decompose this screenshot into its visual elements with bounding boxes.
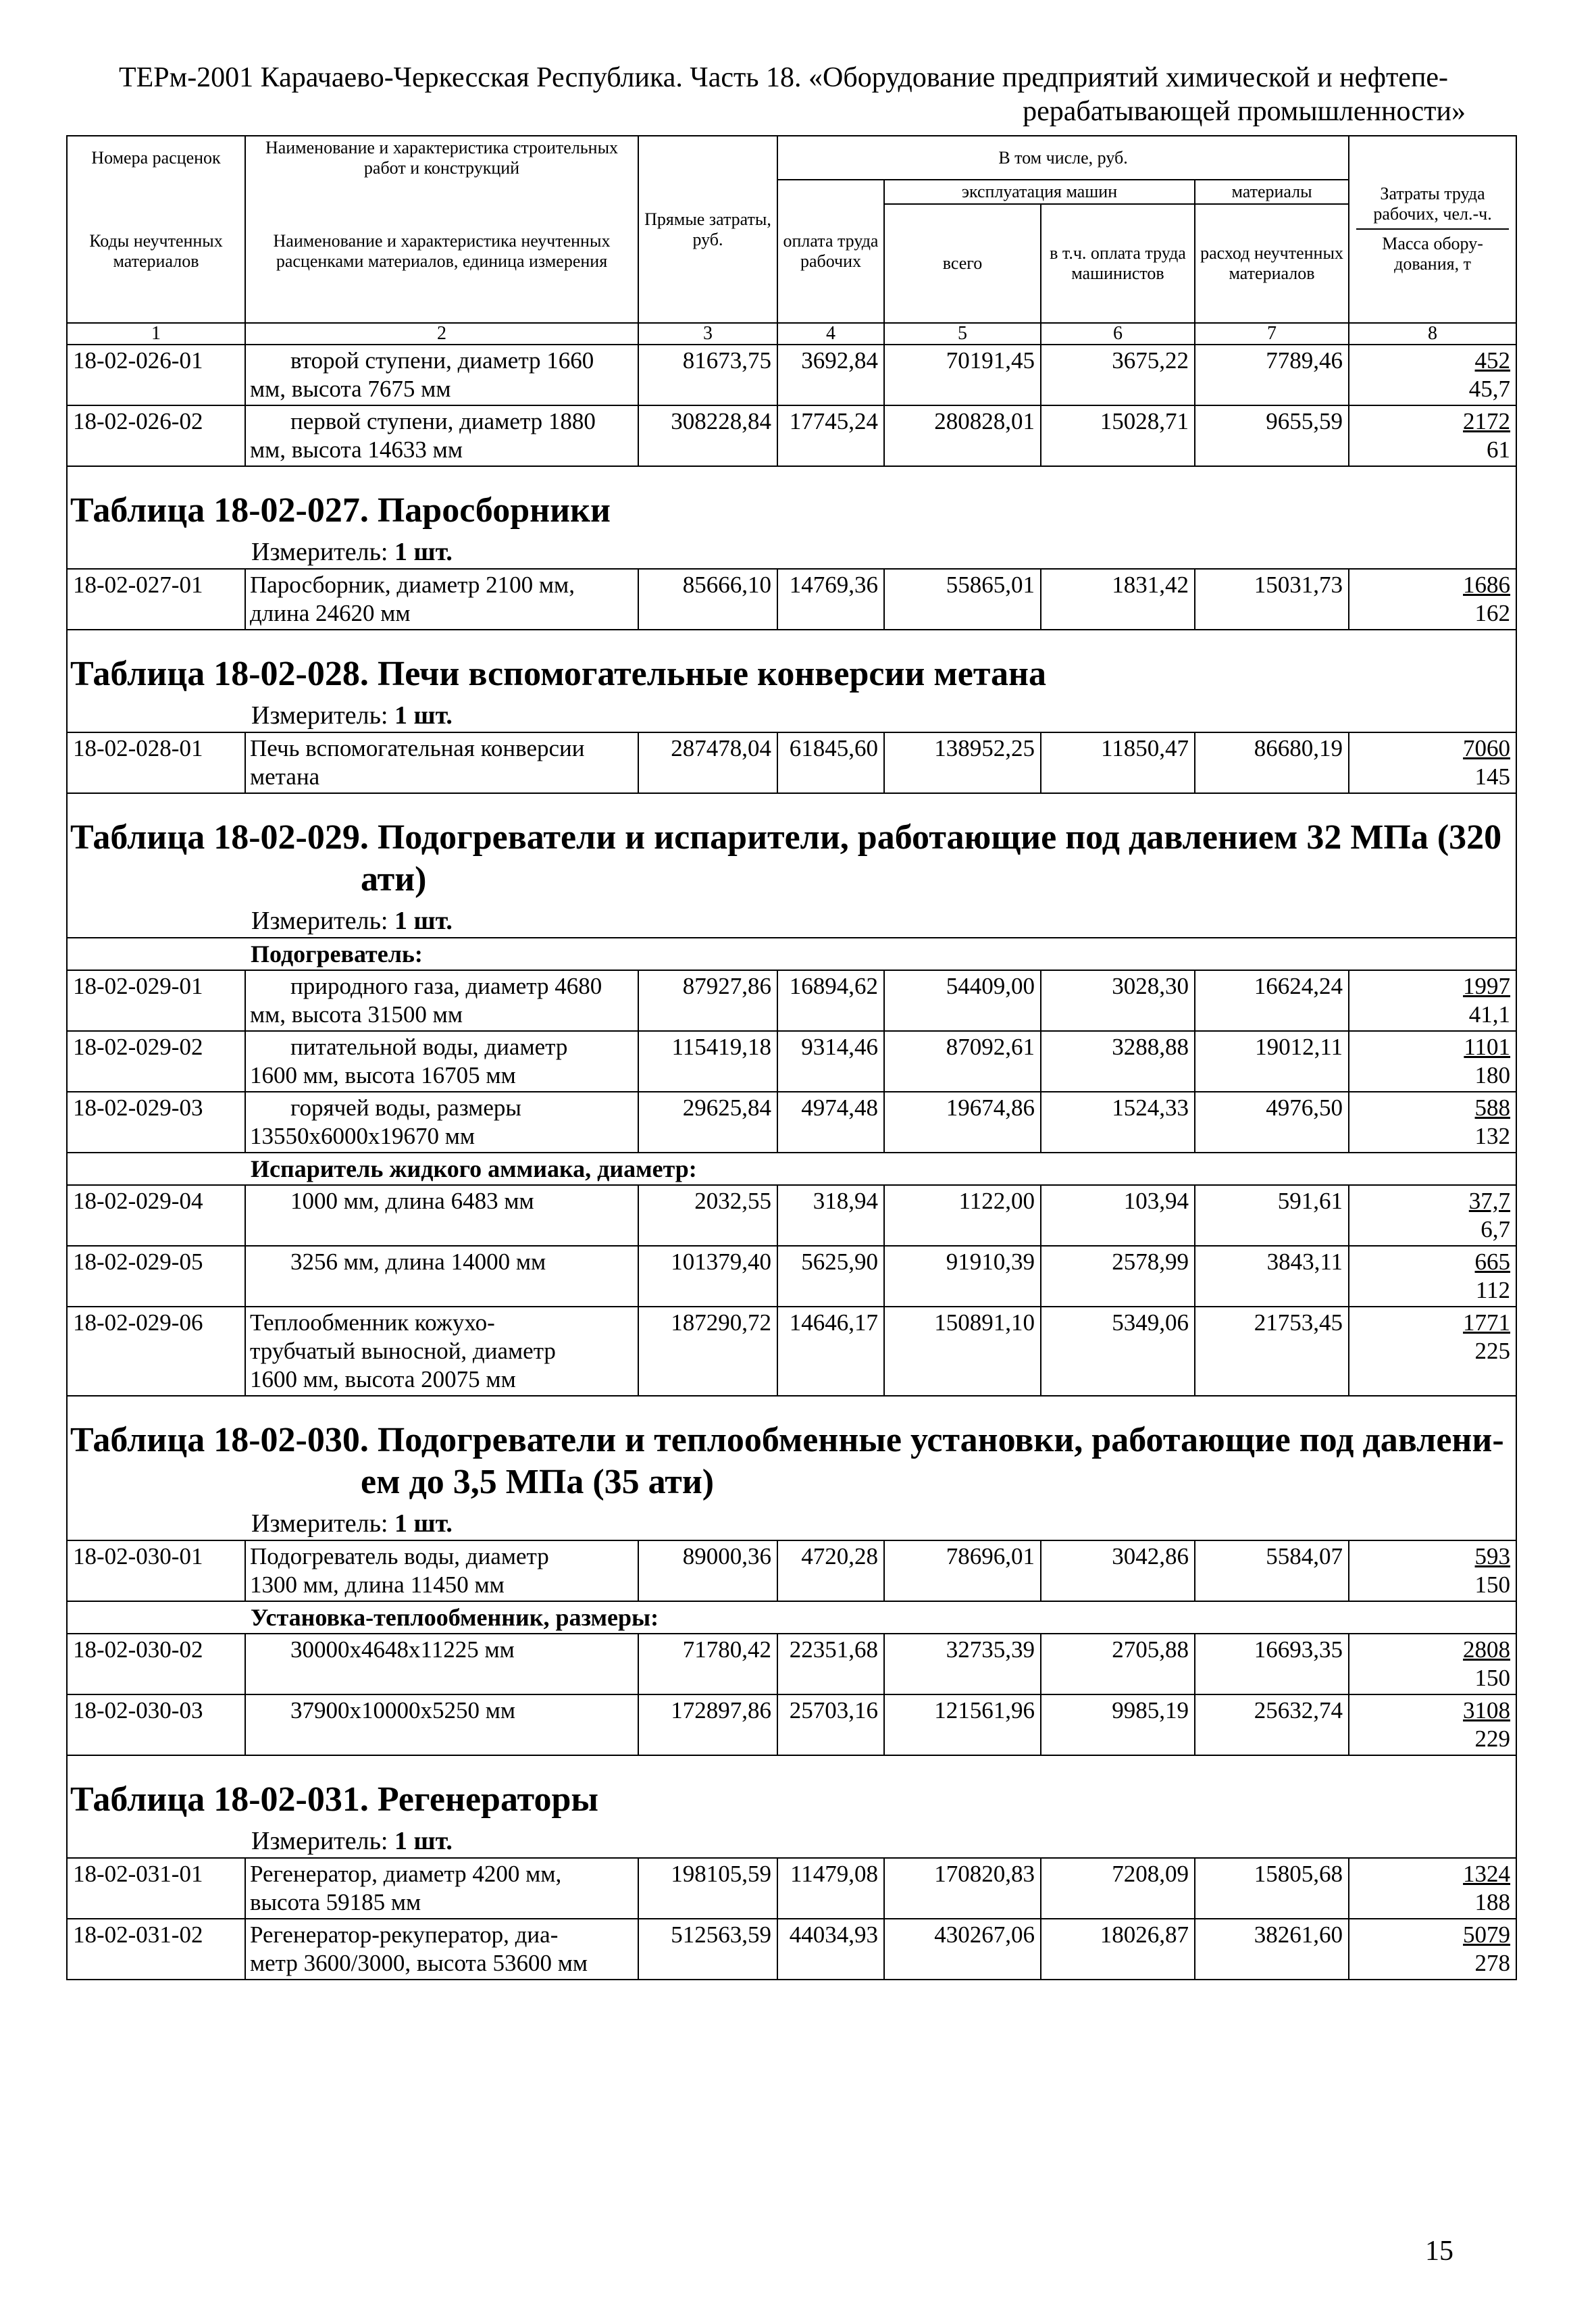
machinist-pay: 3288,88 [1041, 1031, 1195, 1092]
machines-total: 70191,45 [884, 345, 1041, 405]
col-mass-header: Масса обору- дования, т [1382, 233, 1483, 274]
page-number: 15 [1425, 2236, 1453, 2267]
labor-hours: 1101 [1464, 1034, 1511, 1060]
direct-cost: 29625,84 [638, 1092, 777, 1153]
materials-usage: 86680,19 [1195, 732, 1349, 793]
rate-name: Регенератор-рекуператор, диа- метр 3600/3000, высота 53600 мм [245, 1919, 638, 1980]
labor-mass-cell [1349, 1092, 1516, 1153]
col-rate-number-header: Номера расценок [67, 136, 245, 180]
direct-cost: 172897,86 [638, 1694, 777, 1755]
labor-mass-cell [1349, 1307, 1516, 1396]
col-machinist-pay-header: в т.ч. оплата труда машинистов [1041, 204, 1195, 323]
col-group-machines: эксплуатация машин [884, 180, 1195, 204]
labor-mass-cell [1349, 345, 1516, 405]
rate-code: 18-02-029-05 [67, 1246, 245, 1307]
table-body [67, 345, 1516, 1980]
col-index-2: 2 [245, 323, 638, 345]
table-row [67, 1092, 1516, 1153]
labor-pay: 61845,60 [777, 732, 884, 793]
labor-hours: 665 [1474, 1249, 1511, 1275]
labor-hours: 5079 [1463, 1921, 1511, 1948]
labor-hours: 2808 [1463, 1636, 1511, 1663]
labor-mass-cell [1349, 1858, 1516, 1919]
machines-total: 170820,83 [884, 1858, 1041, 1919]
materials-usage: 591,61 [1195, 1185, 1349, 1246]
unit-028: Измеритель: 1 шт. [67, 699, 1516, 732]
labor-mass-cell [1349, 970, 1516, 1031]
materials-usage: 5584,07 [1195, 1540, 1349, 1601]
equipment-mass: 162 [1474, 600, 1511, 626]
col-labor-hours-header: Затраты труда рабочих, чел.-ч. [1373, 183, 1492, 224]
equipment-mass: 278 [1474, 1950, 1511, 1976]
page-header [101, 61, 1466, 128]
rate-code: 18-02-029-06 [67, 1307, 245, 1396]
equipment-mass: 45,7 [1468, 376, 1511, 402]
rate-name: Регенератор, диаметр 4200 мм, высота 59185 мм [245, 1858, 638, 1919]
rate-name: первой ступени, диаметр 1880 мм, высота 14633 мм [245, 405, 638, 466]
rate-name: Печь вспомогательная конверсии метана [245, 732, 638, 793]
table-row [67, 1540, 1516, 1601]
labor-pay: 16894,62 [777, 970, 884, 1031]
direct-cost: 512563,59 [638, 1919, 777, 1980]
labor-mass-cell [1349, 1246, 1516, 1307]
labor-pay: 3692,84 [777, 345, 884, 405]
group-header: Установка-теплообменник, размеры: [245, 1601, 1516, 1634]
machines-total: 78696,01 [884, 1540, 1041, 1601]
rate-code: 18-02-026-01 [67, 345, 245, 405]
machinist-pay: 2578,99 [1041, 1246, 1195, 1307]
rate-name: 3256 мм, длина 14000 мм [245, 1246, 638, 1307]
col-machines-total-header: всего [884, 204, 1041, 323]
col-labor-pay-header: оплата труда рабочих [777, 180, 884, 323]
labor-mass-cell [1349, 569, 1516, 630]
labor-hours: 7060 [1463, 735, 1511, 761]
machines-total: 1122,00 [884, 1185, 1041, 1246]
labor-mass-cell [1349, 1694, 1516, 1755]
equipment-mass: 180 [1474, 1062, 1511, 1088]
col-direct-cost-header: Прямые затраты, руб. [638, 136, 777, 323]
machines-total: 280828,01 [884, 405, 1041, 466]
rate-name: горячей воды, размеры 13550x6000x19670 мм [245, 1092, 638, 1153]
labor-hours: 452 [1474, 347, 1511, 374]
labor-pay: 25703,16 [777, 1694, 884, 1755]
machinist-pay: 1524,33 [1041, 1092, 1195, 1153]
table-title-030: Таблица 18-02-030. Подогреватели и теплообменные установки, работающие под давлени- ем до 3,5 МПа (35 ати) [67, 1396, 1516, 1507]
equipment-mass: 6,7 [1481, 1216, 1511, 1242]
labor-pay: 9314,46 [777, 1031, 884, 1092]
machinist-pay: 2705,88 [1041, 1634, 1195, 1694]
materials-usage: 19012,11 [1195, 1031, 1349, 1092]
rate-name: 30000x4648x11225 мм [245, 1634, 638, 1694]
labor-pay: 14646,17 [777, 1307, 884, 1396]
direct-cost: 81673,75 [638, 345, 777, 405]
col-index-7: 7 [1195, 323, 1349, 345]
materials-usage: 4976,50 [1195, 1092, 1349, 1153]
rate-code: 18-02-031-02 [67, 1919, 245, 1980]
table-title-028: Таблица 18-02-028. Печи вспомогательные конверсии метана [67, 630, 1516, 699]
direct-cost: 101379,40 [638, 1246, 777, 1307]
col-group-in-total: В том числе, руб. [777, 136, 1349, 180]
col-index-5: 5 [884, 323, 1041, 345]
table-row [67, 1919, 1516, 1980]
rate-name: Паросборник, диаметр 2100 мм, длина 24620 мм [245, 569, 638, 630]
rates-table-wrapper [66, 135, 1516, 1980]
materials-usage: 9655,59 [1195, 405, 1349, 466]
labor-pay: 11479,08 [777, 1858, 884, 1919]
col-index-1: 1 [67, 323, 245, 345]
header-line-2: рерабатывающей промышленности» [1023, 96, 1466, 127]
rate-name: природного газа, диаметр 4680 мм, высота 31500 мм [245, 970, 638, 1031]
labor-pay: 22351,68 [777, 1634, 884, 1694]
machines-total: 32735,39 [884, 1634, 1041, 1694]
labor-hours: 2172 [1463, 408, 1511, 434]
materials-usage: 3843,11 [1195, 1246, 1349, 1307]
machines-total: 138952,25 [884, 732, 1041, 793]
col-materials-usage-header: расход неучтенных материалов [1195, 204, 1349, 323]
labor-pay: 5625,90 [777, 1246, 884, 1307]
rate-code: 18-02-031-01 [67, 1858, 245, 1919]
labor-mass-cell [1349, 1634, 1516, 1694]
materials-usage: 15031,73 [1195, 569, 1349, 630]
machines-total: 150891,10 [884, 1307, 1041, 1396]
labor-mass-cell [1349, 1919, 1516, 1980]
table-title-027: Таблица 18-02-027. Паросборники [67, 466, 1516, 536]
labor-pay: 318,94 [777, 1185, 884, 1246]
unit-030: Измеритель: 1 шт. [67, 1507, 1516, 1540]
materials-usage: 25632,74 [1195, 1694, 1349, 1755]
col-index-6: 6 [1041, 323, 1195, 345]
table-row [67, 970, 1516, 1031]
materials-usage: 16693,35 [1195, 1634, 1349, 1694]
equipment-mass: 132 [1474, 1123, 1511, 1149]
rate-code: 18-02-027-01 [67, 569, 245, 630]
col-work-name-header: Наименование и характеристика строительных работ и конструкций [245, 136, 638, 180]
machinist-pay: 1831,42 [1041, 569, 1195, 630]
machinist-pay: 7208,09 [1041, 1858, 1195, 1919]
group-header: Подогреватель: [245, 938, 1516, 970]
labor-mass-cell [1349, 732, 1516, 793]
labor-hours: 1686 [1463, 572, 1511, 598]
labor-hours: 37,7 [1468, 1188, 1511, 1214]
table-row [67, 1858, 1516, 1919]
direct-cost: 287478,04 [638, 732, 777, 793]
direct-cost: 85666,10 [638, 569, 777, 630]
labor-mass-cell [1349, 1540, 1516, 1601]
rate-code: 18-02-029-04 [67, 1185, 245, 1246]
labor-mass-cell [1349, 1031, 1516, 1092]
machines-total: 19674,86 [884, 1092, 1041, 1153]
labor-pay: 44034,93 [777, 1919, 884, 1980]
col-labor-mass-header [1349, 136, 1516, 323]
table-row [67, 1694, 1516, 1755]
table-title-029: Таблица 18-02-029. Подогреватели и испарители, работающие под давлением 32 МПа (320 ати) [67, 793, 1516, 905]
machines-total: 54409,00 [884, 970, 1041, 1031]
direct-cost: 71780,42 [638, 1634, 777, 1694]
direct-cost: 115419,18 [638, 1031, 777, 1092]
labor-pay: 14769,36 [777, 569, 884, 630]
group-header: Испаритель жидкого аммиака, диаметр: [245, 1153, 1516, 1185]
rate-code: 18-02-030-01 [67, 1540, 245, 1601]
labor-pay: 4720,28 [777, 1540, 884, 1601]
equipment-mass: 61 [1487, 436, 1511, 463]
direct-cost: 87927,86 [638, 970, 777, 1031]
table-row [67, 1307, 1516, 1396]
labor-mass-cell [1349, 1185, 1516, 1246]
unit-031: Измеритель: 1 шт. [67, 1825, 1516, 1858]
machinist-pay: 3675,22 [1041, 345, 1195, 405]
table-row [67, 1634, 1516, 1694]
machines-total: 55865,01 [884, 569, 1041, 630]
machinist-pay: 11850,47 [1041, 732, 1195, 793]
unit-029: Измеритель: 1 шт. [67, 905, 1516, 938]
rates-table [66, 135, 1517, 1980]
rate-name: Теплообменник кожухо- трубчатый выносной, диаметр 1600 мм, высота 20075 мм [245, 1307, 638, 1396]
equipment-mass: 145 [1474, 763, 1511, 790]
table-row [67, 1031, 1516, 1092]
labor-hours: 1324 [1463, 1861, 1511, 1887]
direct-cost: 89000,36 [638, 1540, 777, 1601]
table-header [67, 136, 1516, 345]
machinist-pay: 103,94 [1041, 1185, 1195, 1246]
equipment-mass: 225 [1474, 1338, 1511, 1364]
direct-cost: 2032,55 [638, 1185, 777, 1246]
table-title-031: Таблица 18-02-031. Регенераторы [67, 1755, 1516, 1825]
machinist-pay: 15028,71 [1041, 405, 1195, 466]
unit-027: Измеритель: 1 шт. [67, 536, 1516, 569]
col-index-8: 8 [1349, 323, 1516, 345]
machinist-pay: 18026,87 [1041, 1919, 1195, 1980]
labor-hours: 3108 [1463, 1697, 1511, 1724]
materials-usage: 38261,60 [1195, 1919, 1349, 1980]
rate-code: 18-02-030-02 [67, 1634, 245, 1694]
table-row [67, 569, 1516, 630]
labor-pay: 17745,24 [777, 405, 884, 466]
rate-code: 18-02-026-02 [67, 405, 245, 466]
materials-usage: 16624,24 [1195, 970, 1349, 1031]
rate-name: питательной воды, диаметр 1600 мм, высота 16705 мм [245, 1031, 638, 1092]
machines-total: 121561,96 [884, 1694, 1041, 1755]
machinist-pay: 3042,86 [1041, 1540, 1195, 1601]
materials-usage: 15805,68 [1195, 1858, 1349, 1919]
col-index-3: 3 [638, 323, 777, 345]
equipment-mass: 112 [1475, 1277, 1511, 1303]
materials-usage: 7789,46 [1195, 345, 1349, 405]
table-row [67, 345, 1516, 405]
labor-hours: 1997 [1463, 973, 1511, 999]
direct-cost: 308228,84 [638, 405, 777, 466]
rate-name: второй ступени, диаметр 1660 мм, высота 7675 мм [245, 345, 638, 405]
rate-code: 18-02-029-02 [67, 1031, 245, 1092]
labor-mass-cell [1349, 405, 1516, 466]
table-row [67, 405, 1516, 466]
equipment-mass: 41,1 [1468, 1001, 1511, 1028]
col-group-materials: материалы [1195, 180, 1349, 204]
labor-hours: 593 [1474, 1543, 1511, 1569]
rate-code: 18-02-030-03 [67, 1694, 245, 1755]
direct-cost: 198105,59 [638, 1858, 777, 1919]
col-material-name-header: Наименование и характеристика неучтенных расценками материалов, единица измерения [245, 180, 638, 323]
table-row [67, 1246, 1516, 1307]
materials-usage: 21753,45 [1195, 1307, 1349, 1396]
labor-pay: 4974,48 [777, 1092, 884, 1153]
machinist-pay: 3028,30 [1041, 970, 1195, 1031]
labor-hours: 1771 [1463, 1309, 1511, 1336]
rate-name: 37900x10000x5250 мм [245, 1694, 638, 1755]
col-index-4: 4 [777, 323, 884, 345]
equipment-mass: 188 [1474, 1889, 1511, 1915]
direct-cost: 187290,72 [638, 1307, 777, 1396]
rate-code: 18-02-029-03 [67, 1092, 245, 1153]
table-row [67, 732, 1516, 793]
machinist-pay: 5349,06 [1041, 1307, 1195, 1396]
rate-code: 18-02-028-01 [67, 732, 245, 793]
labor-hours: 588 [1474, 1095, 1511, 1121]
equipment-mass: 150 [1474, 1571, 1511, 1598]
col-material-codes-header: Коды неучтенных материалов [67, 180, 245, 323]
table-row [67, 1185, 1516, 1246]
machines-total: 91910,39 [884, 1246, 1041, 1307]
machines-total: 87092,61 [884, 1031, 1041, 1092]
machines-total: 430267,06 [884, 1919, 1041, 1980]
rate-name: Подогреватель воды, диаметр 1300 мм, длина 11450 мм [245, 1540, 638, 1601]
machinist-pay: 9985,19 [1041, 1694, 1195, 1755]
equipment-mass: 150 [1474, 1665, 1511, 1691]
rate-name: 1000 мм, длина 6483 мм [245, 1185, 638, 1246]
rate-code: 18-02-029-01 [67, 970, 245, 1031]
header-line-1: ТЕРм-2001 Карачаево-Черкесская Республика. Часть 18. «Оборудование предприятий химической и нефтепе- [118, 62, 1449, 93]
equipment-mass: 229 [1474, 1726, 1511, 1752]
